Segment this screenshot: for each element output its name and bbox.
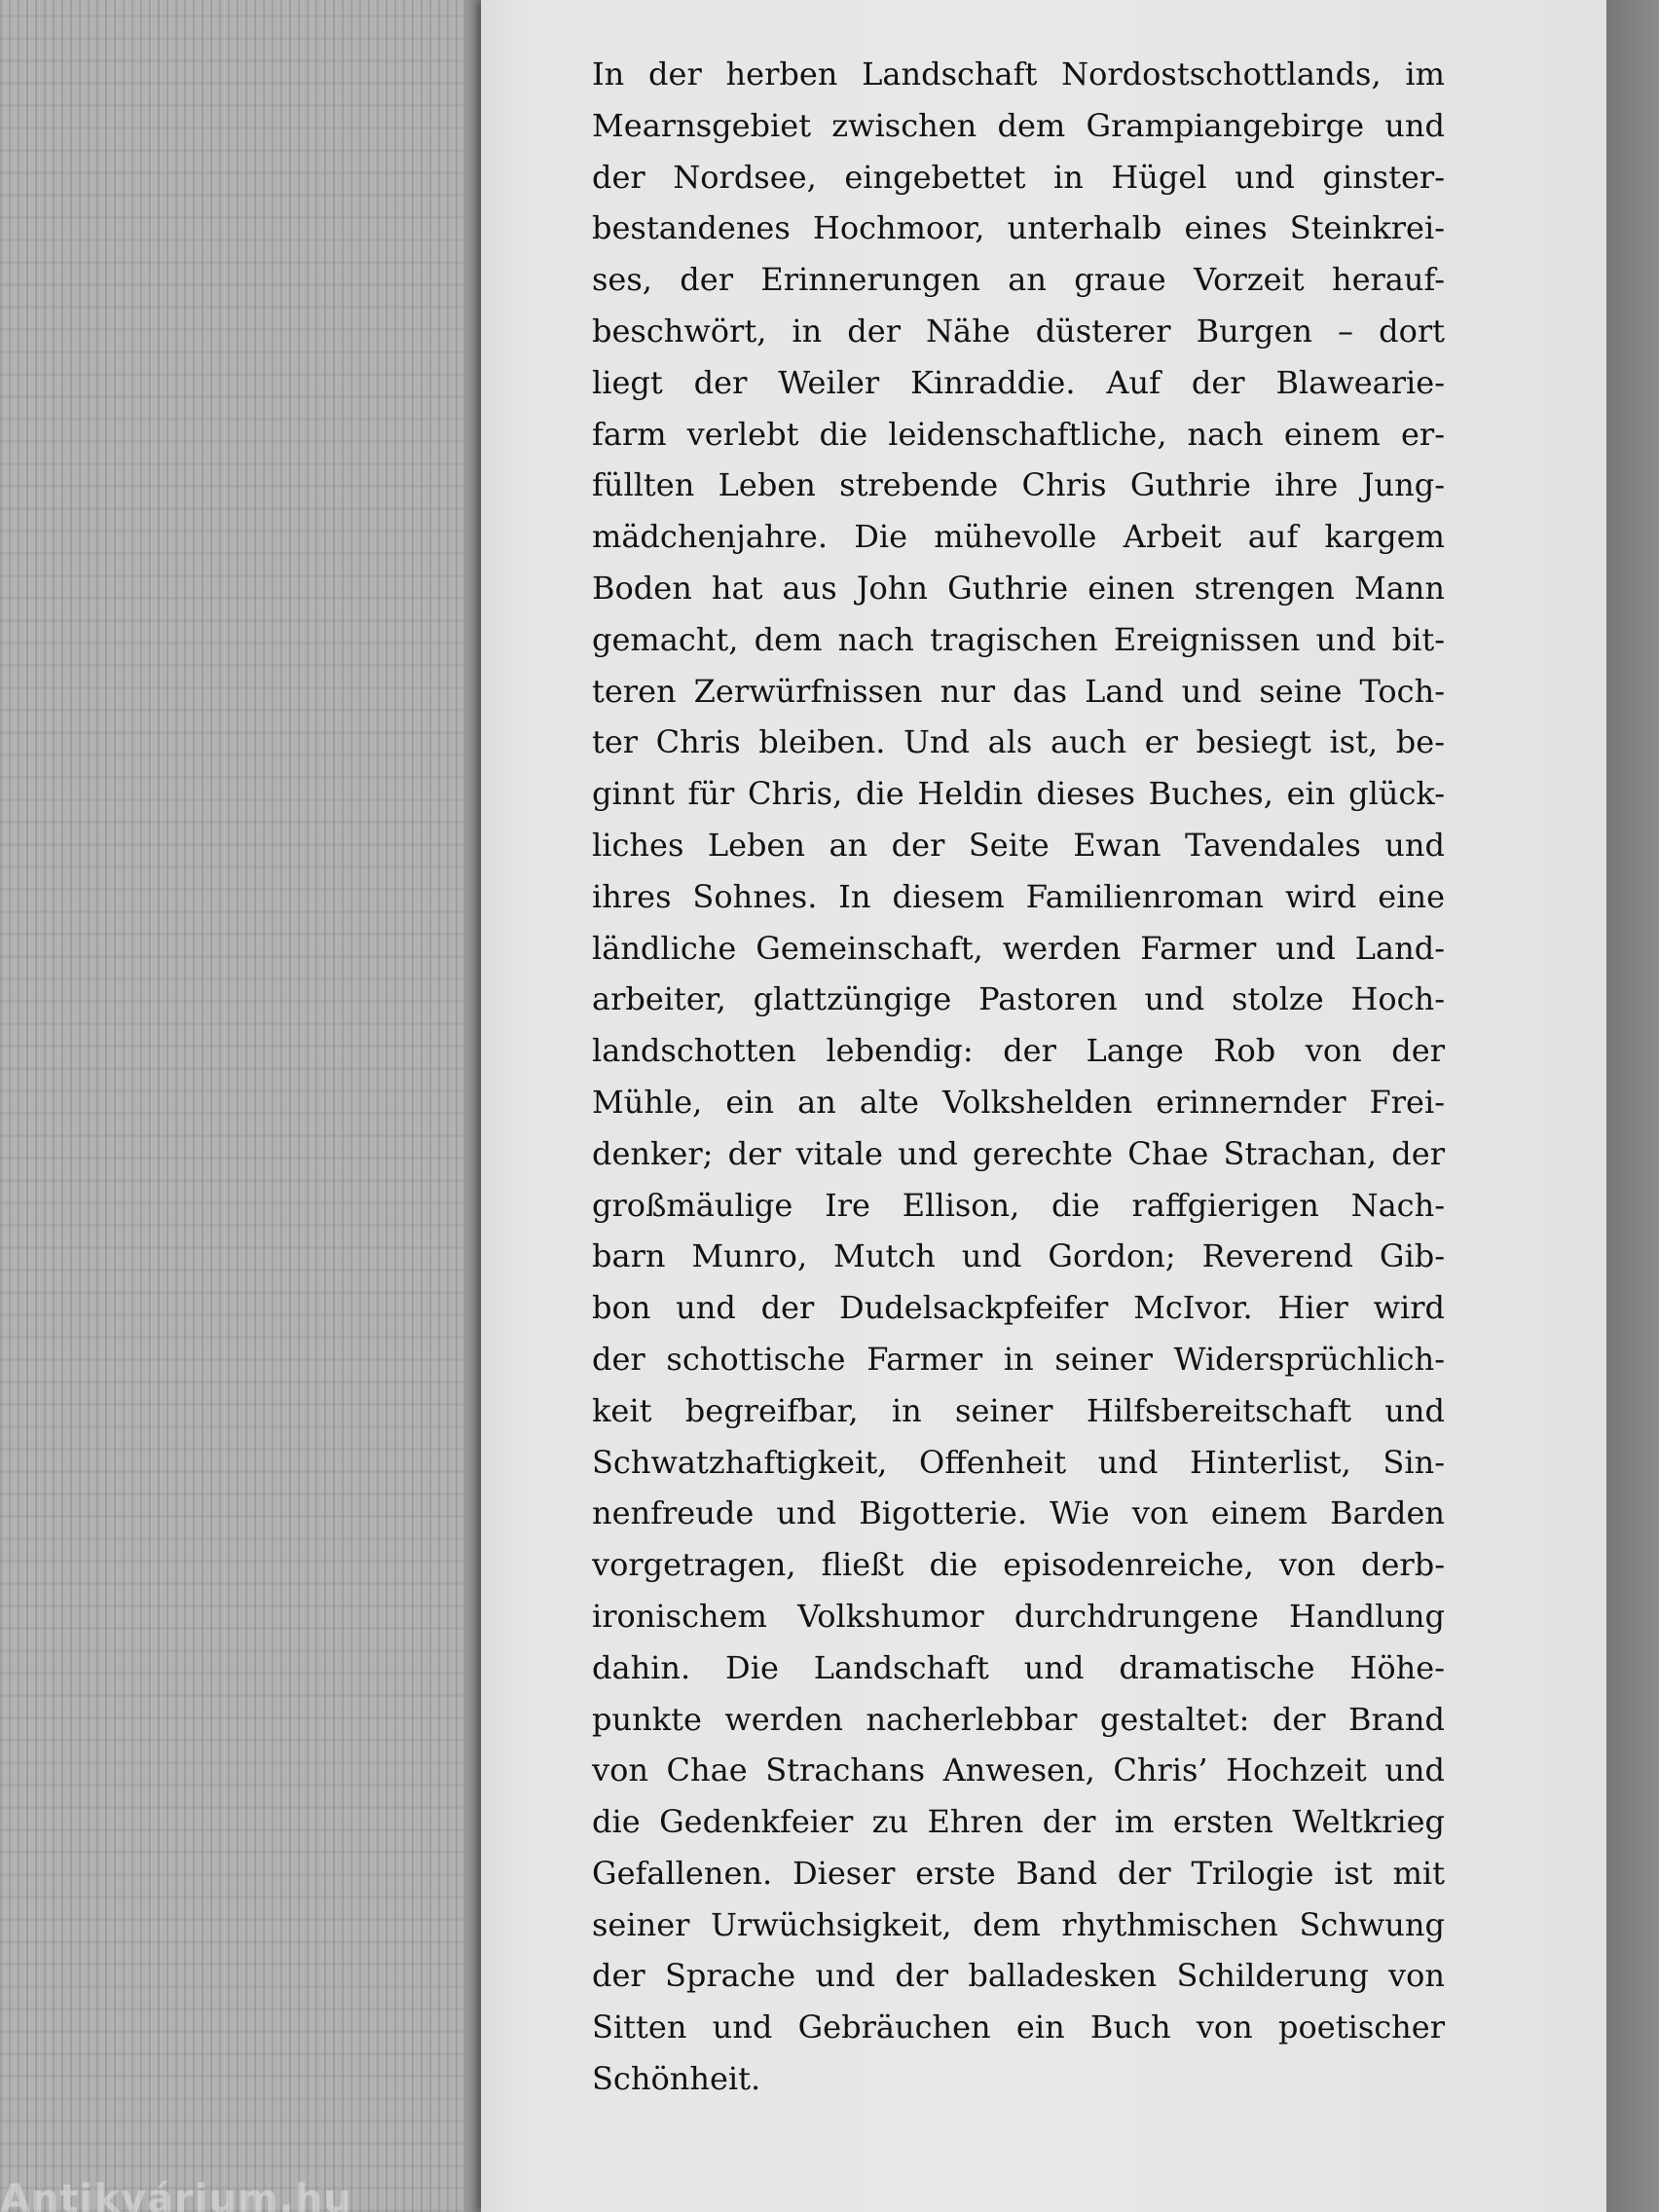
blurb-line: ironischem Volkshumor durchdrungene Handlung bbox=[592, 1597, 1445, 1635]
blurb-line: farm verlebt die leidenschaftliche, nach einem er- bbox=[592, 415, 1445, 453]
blurb-line: barn Munro, Mutch und Gordon; Reverend Gib- bbox=[592, 1237, 1445, 1275]
blurb-line: ses, der Erinnerungen an graue Vorzeit herauf- bbox=[592, 261, 1445, 299]
blurb-line: bestandenes Hochmoor, unterhalb eines Steinkrei- bbox=[592, 209, 1445, 247]
blurb-line: Schönheit. bbox=[592, 2060, 761, 2098]
blurb-line: liches Leben an der Seite Ewan Tavendales und bbox=[592, 826, 1445, 864]
blurb-line: arbeiter, glattzüngige Pastoren und stolze Hoch- bbox=[592, 980, 1445, 1018]
cover-board-edge bbox=[463, 0, 483, 2212]
blurb-line: vorgetragen, fließt die episodenreiche, von derb- bbox=[592, 1546, 1445, 1584]
blurb-line: von Chae Strachans Anwesen, Chris’ Hochzeit und bbox=[592, 1751, 1445, 1789]
blurb-line: teren Zerwürfnissen nur das Land und seine Toch- bbox=[592, 672, 1445, 710]
background-gap bbox=[1606, 0, 1659, 2212]
blurb-line: Schwatzhaftigkeit, Offenheit und Hinterlist, Sin- bbox=[592, 1443, 1445, 1481]
blurb-line: der schottische Farmer in seiner Widersprüchlich- bbox=[592, 1340, 1445, 1378]
blurb-line: der Nordsee, eingebettet in Hügel und ginster- bbox=[592, 158, 1445, 196]
blurb-line: der Sprache und der balladesken Schilderung von bbox=[592, 1957, 1445, 1995]
blurb-line: bon und der Dudelsackpfeifer McIvor. Hier wird bbox=[592, 1289, 1445, 1327]
blurb-line: seiner Urwüchsigkeit, dem rhythmischen Schwung bbox=[592, 1905, 1445, 1943]
blurb-line: Boden hat aus John Guthrie einen strengen Mann bbox=[592, 569, 1445, 607]
blurb-line: füllten Leben strebende Chris Guthrie ihre Jung- bbox=[592, 466, 1445, 504]
blurb-line: In der herben Landschaft Nordostschottlands, im bbox=[592, 55, 1445, 92]
blurb-line: Sitten und Gebräuchen ein Buch von poetischer bbox=[592, 2009, 1445, 2046]
blurb-line: gemacht, dem nach tragischen Ereignissen und bit- bbox=[592, 620, 1445, 658]
blurb-line: mädchenjahre. Die mühevolle Arbeit auf kargem bbox=[592, 518, 1445, 556]
blurb-line: denker; der vitale und gerechte Chae Strachan, der bbox=[592, 1134, 1445, 1172]
blurb-line: beschwört, in der Nähe düsterer Burgen – dort bbox=[592, 312, 1445, 350]
blurb-line: ihres Sohnes. In diesem Familienroman wird eine bbox=[592, 877, 1445, 915]
blurb-line: keit begreifbar, in seiner Hilfsbereitschaft und bbox=[592, 1391, 1445, 1429]
blurb-text bbox=[592, 49, 1445, 2105]
blurb-line: ter Chris bleiben. Und als auch er besiegt ist, be- bbox=[592, 723, 1445, 761]
watermark: Antikvárium.hu bbox=[0, 2177, 352, 2212]
blurb-line: ländliche Gemeinschaft, werden Farmer und Land- bbox=[592, 929, 1445, 967]
blurb-line: Mearnsgebiet zwischen dem Grampiangebirge und bbox=[592, 106, 1445, 144]
blurb-line: ginnt für Chris, die Heldin dieses Buches, ein glück- bbox=[592, 775, 1445, 813]
cover-board-texture bbox=[0, 0, 479, 2212]
blurb-line: Mühle, ein an alte Volkshelden erinnernder Frei- bbox=[592, 1083, 1445, 1121]
blurb-line: nenfreude und Bigotterie. Wie von einem Barden bbox=[592, 1494, 1445, 1532]
blurb-line: Gefallenen. Dieser erste Band der Trilogie ist mit bbox=[592, 1854, 1445, 1892]
blurb-line: liegt der Weiler Kinraddie. Auf der Blawearie- bbox=[592, 363, 1445, 401]
blurb-line: dahin. Die Landschaft und dramatische Höhe- bbox=[592, 1648, 1445, 1686]
blurb-line: großmäulige Ire Ellison, die raffgierigen Nach- bbox=[592, 1186, 1445, 1224]
blurb-line: landschotten lebendig: der Lange Rob von der bbox=[592, 1032, 1445, 1070]
blurb-line: die Gedenkfeier zu Ehren der im ersten Weltkrieg bbox=[592, 1803, 1445, 1841]
blurb-line: punkte werden nacherlebbar gestaltet: der Brand bbox=[592, 1700, 1445, 1738]
